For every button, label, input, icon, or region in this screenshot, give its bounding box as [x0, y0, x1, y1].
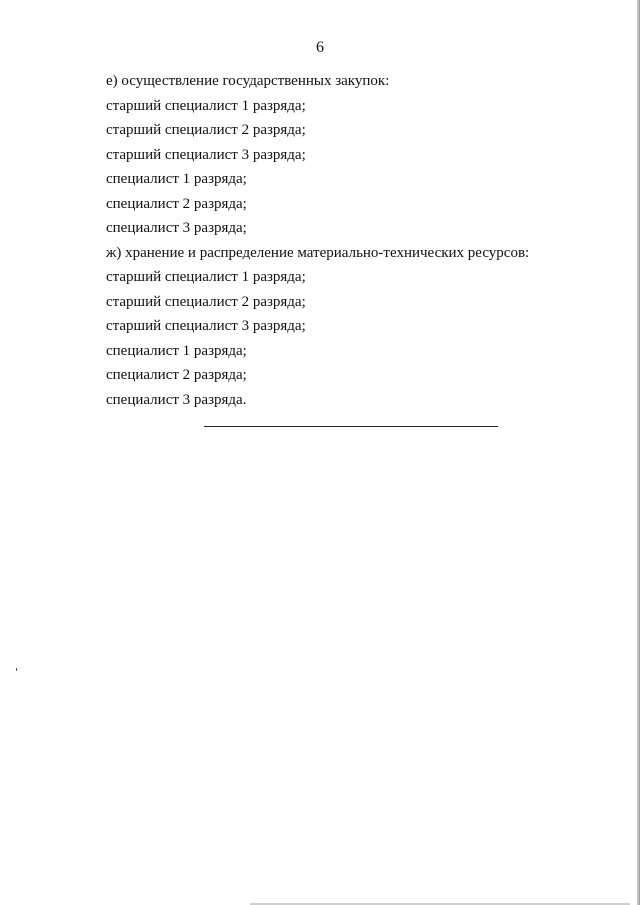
list-item: старший специалист 1 разряда;: [106, 269, 306, 285]
list-item: старший специалист 3 разряда;: [106, 146, 306, 163]
section-zh-heading: ж) хранение и распределение материально-технических ресурсов:: [106, 244, 530, 261]
list-item: старший специалист 3 разряда;: [106, 318, 306, 334]
list-item: специалист 3 разряда.: [106, 391, 247, 408]
scan-speck: [16, 668, 17, 671]
list-item: старший специалист 2 разряда;: [106, 293, 306, 310]
list-item: специалист 2 разряда;: [106, 195, 247, 212]
list-item: специалист 1 разряда;: [106, 171, 247, 187]
list-item: специалист 2 разряда;: [106, 367, 247, 383]
document-body: [106, 69, 586, 412]
section-e-heading: е) осуществление государственных закупок:: [106, 73, 390, 89]
list-item: старший специалист 2 разряда;: [106, 122, 306, 138]
page-number: 6: [316, 39, 324, 56]
list-item: специалист 1 разряда;: [106, 342, 247, 359]
list-item: специалист 3 разряда;: [106, 220, 247, 236]
end-divider-line: [204, 426, 498, 427]
list-item: старший специалист 1 разряда;: [106, 97, 306, 114]
